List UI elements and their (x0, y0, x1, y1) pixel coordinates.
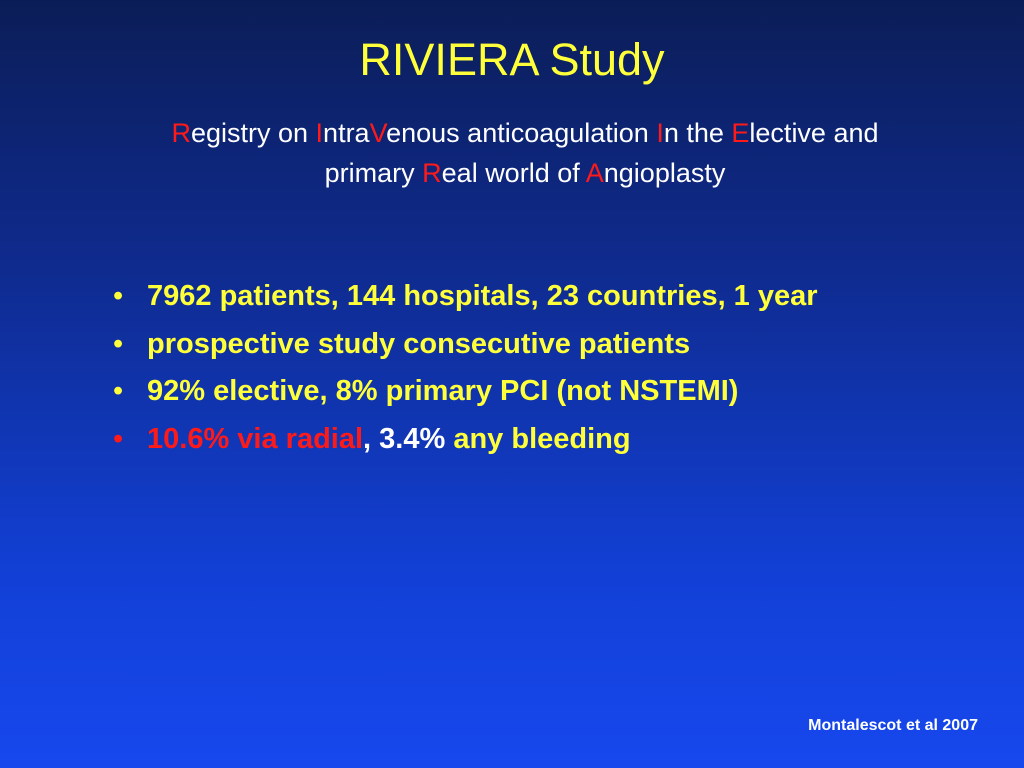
bullet-list (113, 273, 993, 463)
subtitle-segment: R (171, 118, 191, 148)
bullet-item (113, 321, 993, 369)
subtitle-segment: enous anticoagulation (386, 118, 657, 148)
subtitle-segment: R (422, 158, 442, 188)
subtitle-segment: E (731, 118, 750, 148)
subtitle-segment: lective and (749, 118, 879, 148)
subtitle-segment: A (585, 158, 604, 188)
bullet-item (113, 273, 993, 321)
bullet-text: 92% elective, 8% primary PCI (not NSTEMI) (147, 375, 739, 407)
bullet-text-separator: , (363, 422, 380, 455)
bullet-dot-icon: • (113, 422, 124, 455)
subtitle-segment: I (315, 118, 324, 148)
slide-title: RIVIERA Study (359, 34, 665, 85)
subtitle-segment: I (656, 118, 664, 148)
subtitle-line-2 (325, 158, 726, 188)
bullet-text: prospective study consecutive patients (147, 327, 691, 360)
subtitle-segment: eal world of (441, 158, 586, 188)
bullet-dot-icon: • (113, 375, 124, 407)
bullet-text-bleeding: any bleeding (445, 422, 631, 455)
citation: Montalescot et al 2007 (808, 717, 978, 734)
subtitle-segment: ngioplasty (603, 158, 726, 188)
subtitle-line-1 (171, 118, 878, 148)
subtitle-segment: primary (324, 158, 423, 188)
bullet-item (113, 416, 993, 464)
slide-subtitle (70, 113, 980, 193)
bullet-item (113, 368, 993, 416)
subtitle-segment: egistry on (190, 118, 316, 148)
bullet-text-bleeding-rate: 3.4% (379, 422, 446, 455)
subtitle-segment: ntra (323, 118, 370, 148)
bullet-text: 7962 patients, 144 hospitals, 23 countries, 1 year (147, 280, 818, 312)
bullet-dot-icon: • (113, 327, 124, 360)
subtitle-segment: n the (663, 118, 732, 148)
bullet-text-radial: 10.6% via radial (147, 422, 364, 455)
subtitle-segment: V (369, 118, 387, 148)
bullet-dot-icon: • (113, 280, 124, 312)
